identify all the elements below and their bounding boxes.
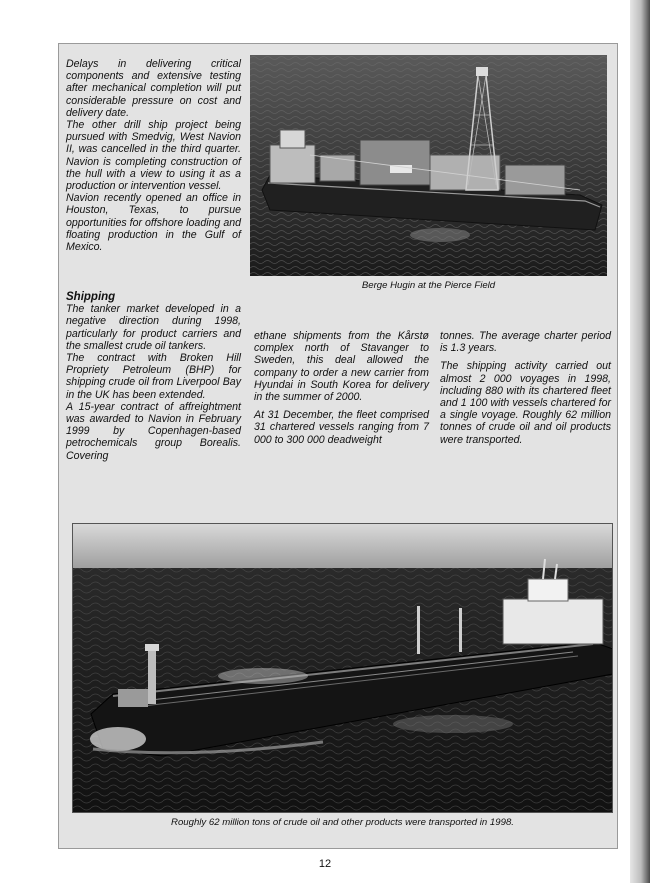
- shipping-paragraph: At 31 December, the fleet comprised 31 chartered vessels ranging from 7 000 to 300 000 deadweight: [254, 409, 429, 446]
- shipping-paragraph: The tanker market developed in a negative direction during 1998, particularly for product carriers and the smallest crude oil tankers.: [66, 303, 241, 352]
- shipping-heading: Shipping: [66, 291, 116, 303]
- shipping-column-2: [254, 330, 429, 446]
- page-number: 12: [318, 858, 332, 870]
- bottom-photo-caption: Roughly 62 million tons of crude oil and other products were transported in 1998.: [171, 817, 514, 828]
- shipping-paragraph: A 15-year contract of affreightment was awarded to Navion in February 1999 by Copenhagen-based petrochemicals group Borealis. Covering: [66, 400, 241, 462]
- ship-photo-berge-hugin: [250, 55, 607, 276]
- top-photo-caption: Berge Hugin at the Pierce Field: [361, 280, 496, 291]
- tanker-photo: [73, 524, 613, 813]
- tanker-photo-frame: [72, 523, 613, 813]
- intro-paragraph: Delays in delivering critical components and extensive testing after mechanical completion will put considerable pressure on cost and delivery date.: [66, 58, 241, 119]
- shipping-paragraph: tonnes. The average charter period is 1.3 years.: [440, 330, 611, 355]
- shipping-paragraph: The contract with Broken Hill Propriety Petroleum (BHP) for shipping crude oil from Liverpool Bay in the UK has been extended.: [66, 352, 241, 401]
- intro-column: [66, 58, 241, 253]
- page-edge-shadow: [630, 0, 650, 883]
- shipping-paragraph: ethane shipments from the Kårstø complex north of Stavanger to Sweden, this deal allowed the company to order a new carrier from Hyundai in South Korea for delivery in the summer of 2000.: [254, 330, 429, 404]
- shipping-paragraph: The shipping activity carried out almost 2 000 voyages in 1998, including 880 with its chartered fleet and 1 100 with vessels chartered for a single voyage. Roughly 62 million tonnes of crude oil and oil products were transported.: [440, 360, 611, 446]
- intro-paragraph: Navion recently opened an office in Houston, Texas, to pursue opportunities for offshore loading and floating production in the Gulf of Mexico.: [66, 192, 241, 254]
- shipping-column-3: [440, 330, 611, 446]
- intro-paragraph: The other drill ship project being pursued with Smedvig, West Navion II, was cancelled in the third quarter. Navion is completing construction of the hull with a view to using it as a production or intervention vessel.: [66, 119, 241, 193]
- berge-hugin-photo: [250, 55, 607, 276]
- shipping-column-1: [66, 291, 241, 462]
